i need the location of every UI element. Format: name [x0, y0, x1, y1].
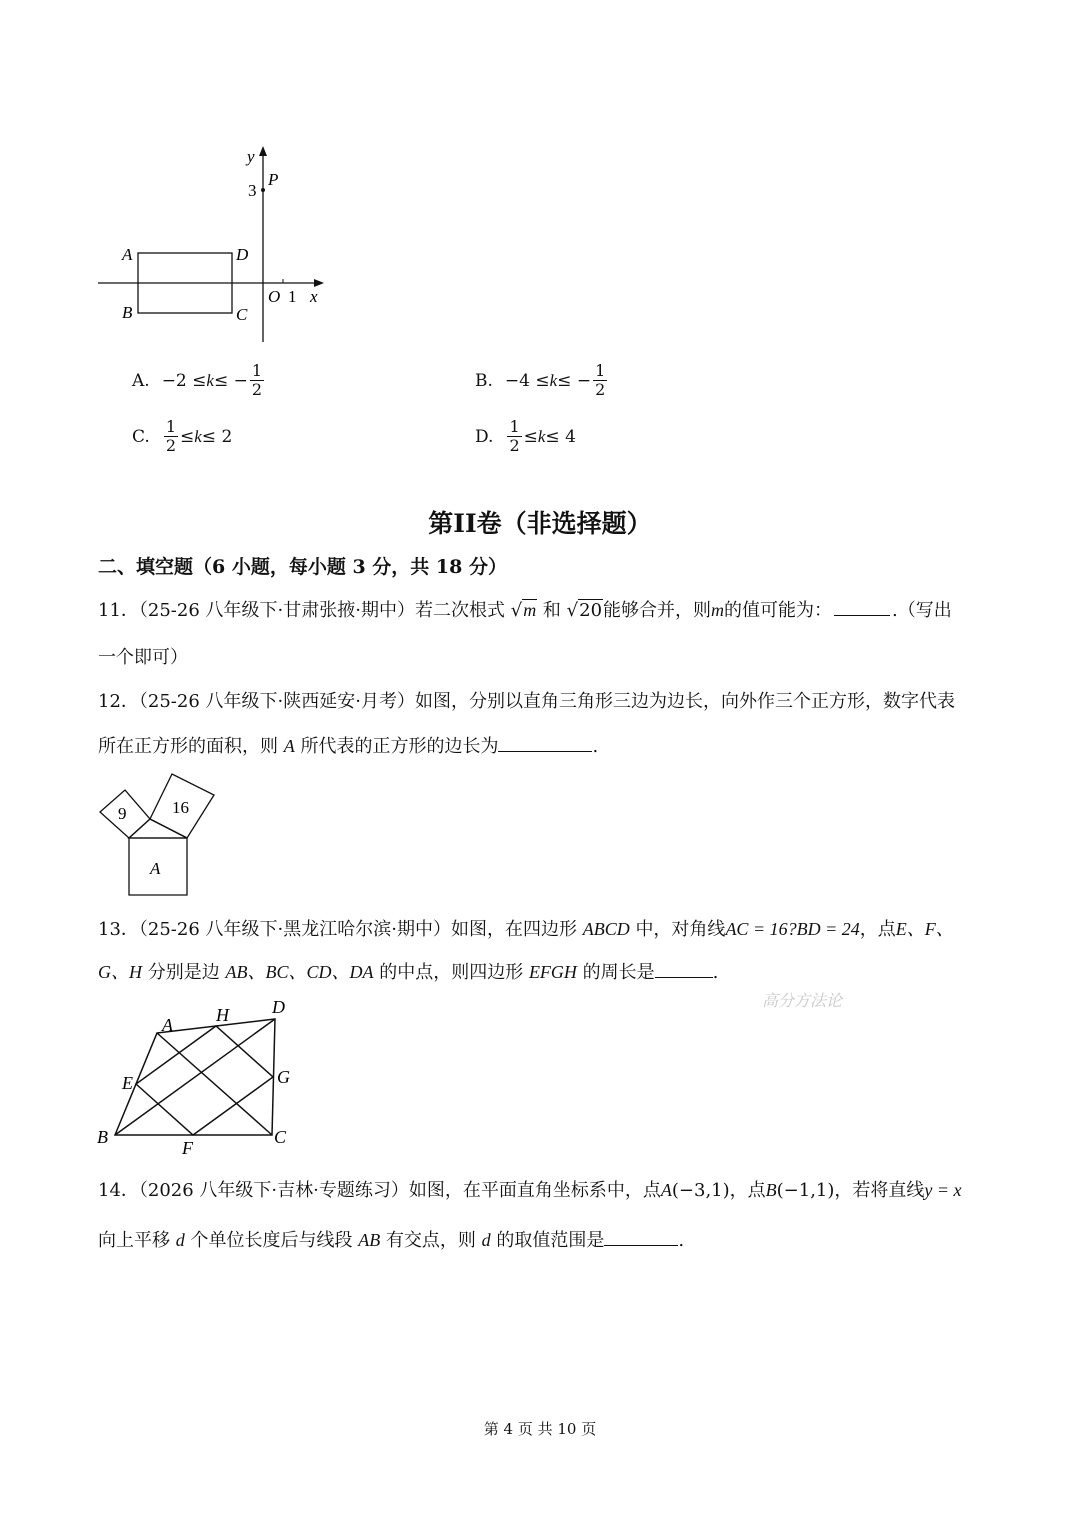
q11-rad-m: m	[523, 600, 537, 620]
option-c-den: 2	[165, 436, 176, 455]
option-b-label: B.	[475, 370, 493, 391]
option-d-label: D.	[475, 426, 494, 447]
q14-var-d2: d	[481, 1230, 491, 1250]
q13-line2-b: 分别是边	[147, 962, 220, 983]
q14-number: 14．	[98, 1180, 139, 1201]
option-a-label: A.	[132, 370, 150, 391]
q13-line1-a: 如图，在四边形	[450, 919, 577, 940]
part-heading: 二、填空题（6 小题，每小题 3 分，共 18 分）	[98, 556, 507, 578]
question-11-line1	[98, 597, 952, 623]
option-d-num: 1	[509, 417, 520, 436]
q13-label-c: C	[274, 1127, 287, 1147]
watermark: 高分方法论	[762, 991, 843, 1010]
option-c-num: 1	[165, 417, 176, 436]
option-d-var: k	[537, 426, 546, 446]
q13-answer-blank[interactable]	[655, 959, 713, 978]
option-a-var: k	[206, 370, 214, 390]
q14-line2-end: .	[678, 1230, 685, 1251]
q12-number: 12．	[98, 691, 139, 712]
option-d-fraction	[507, 418, 521, 455]
q12-label-9: 9	[118, 804, 127, 823]
q14-coord-a: (−3,1)	[671, 1180, 730, 1201]
q13-source: （25-26 八年级下·黑龙江哈尔滨·期中）	[138, 919, 451, 940]
q13-quad: ABCD	[582, 919, 630, 939]
q13-equation: AC = 16?BD = 24	[725, 919, 860, 939]
q12-line1-text: 如图，分别以直角三角形三边为边长，向外作三个正方形，数字代表	[414, 691, 955, 712]
q12-squares-figure	[92, 768, 222, 903]
q13-points-gh: G、H	[98, 962, 142, 982]
q12-line2-end: .	[592, 736, 599, 757]
q10-coordinate-figure	[90, 140, 340, 350]
question-13-line2	[98, 959, 718, 985]
label-c: C	[236, 305, 248, 324]
q14-equation: y = x	[924, 1180, 962, 1200]
q13-line1-c: ，点	[859, 919, 896, 940]
q14-coord-b: (−1,1)	[776, 1180, 835, 1201]
question-14-line1	[98, 1178, 962, 1203]
origin-label: O	[268, 287, 281, 306]
q14-line2-c: 有交点，则	[385, 1230, 476, 1251]
label-b: B	[122, 303, 133, 322]
option-b-mid: ≤ −	[557, 370, 592, 391]
point-p-label: P	[268, 170, 279, 189]
option-c	[132, 418, 232, 455]
q13-number: 13．	[98, 919, 139, 940]
q12-label-a: A	[150, 859, 161, 878]
y-axis-label: y	[247, 147, 255, 166]
option-a	[132, 362, 266, 399]
question-12-line1	[98, 690, 955, 714]
option-a-left: −2 ≤	[161, 370, 207, 391]
option-a-num: 1	[251, 361, 263, 380]
q11-sqrt-20: √20	[566, 600, 603, 621]
q11-answer-blank[interactable]	[834, 597, 890, 616]
q13-quadrilateral-figure	[92, 995, 332, 1160]
q11-sqrt-m: √m	[510, 600, 537, 621]
q11-var-m: m	[711, 600, 725, 620]
q14-source: （2026 八年级下·吉林·专题练习）	[138, 1180, 409, 1201]
q14-line1-a: 如图，在平面直角坐标系中，点	[408, 1180, 661, 1201]
q11-text-e: .（写出	[892, 600, 952, 621]
x-tick-1: 1	[288, 287, 297, 306]
option-d	[475, 418, 576, 455]
q14-line2-d: 的取值范围是	[496, 1230, 605, 1251]
q12-line2-b: 所代表的正方形的边长为	[300, 736, 499, 757]
option-c-mid: ≤	[180, 426, 195, 447]
q13-line2-end: .	[712, 962, 719, 983]
y-tick-3: 3	[248, 181, 257, 200]
option-c-var: k	[194, 426, 202, 446]
q14-point-a: A	[660, 1180, 672, 1200]
q13-sides: AB、BC、CD、DA	[225, 962, 374, 982]
option-c-right: ≤ 2	[201, 426, 233, 447]
q14-line1-c: ，若将直线	[834, 1180, 925, 1201]
q14-answer-blank[interactable]	[604, 1227, 678, 1246]
q12-line2-a: 所在正方形的面积，则	[98, 736, 278, 757]
option-b-left: −4 ≤	[504, 370, 550, 391]
label-a: A	[122, 245, 133, 264]
q12-source: （25-26 八年级下·陕西延安·月考）	[138, 691, 415, 712]
q12-answer-blank[interactable]	[498, 733, 592, 752]
q11-text-c: 能够合并，则	[603, 600, 712, 621]
q13-label-f: F	[182, 1138, 193, 1158]
option-b-fraction	[593, 362, 607, 399]
label-d: D	[236, 245, 249, 264]
q13-label-d: D	[272, 997, 285, 1017]
question-14-line2	[98, 1227, 684, 1253]
q13-label-b: B	[97, 1127, 108, 1147]
q13-label-e: E	[122, 1073, 133, 1093]
q13-label-g: G	[277, 1067, 290, 1087]
q12-label-16: 16	[172, 798, 189, 817]
question-13-line1	[98, 917, 954, 942]
option-b-var: k	[549, 370, 558, 390]
option-a-den: 2	[251, 380, 263, 399]
x-axis-label: x	[310, 287, 318, 306]
option-c-fraction	[164, 418, 178, 455]
q12-var-a: A	[283, 736, 295, 756]
q13-label-a: A	[162, 1015, 173, 1035]
option-b-num: 1	[595, 361, 606, 380]
q13-efgh: EFGH	[528, 962, 577, 982]
q13-line2-c: 的中点，则四边形	[379, 962, 524, 983]
q14-point-b: B	[765, 1180, 777, 1200]
q13-points-ef: E、F、	[895, 919, 954, 939]
q13-line1-b: 中，对角线	[635, 919, 726, 940]
q13-line2-d: 的周长是	[582, 962, 655, 983]
page-footer: 第 4 页 共 10 页	[483, 1420, 597, 1438]
q14-segment-ab: AB	[358, 1230, 381, 1250]
option-b	[475, 362, 609, 399]
section-title: 第II卷（非选择题）	[428, 509, 652, 538]
q11-rad-20: 20	[579, 600, 603, 621]
question-11-line2: 一个即可）	[98, 647, 188, 668]
q14-line1-b: ，点	[729, 1180, 766, 1201]
q11-source: （25-26 八年级下·甘肃张掖·期中）	[138, 600, 415, 621]
option-d-right: ≤ 4	[545, 426, 576, 447]
option-c-label: C.	[132, 426, 150, 447]
option-d-mid: ≤	[523, 426, 538, 447]
q14-var-d1: d	[175, 1230, 185, 1250]
q14-line2-b: 个单位长度后与线段	[190, 1230, 353, 1251]
option-b-den: 2	[595, 380, 606, 399]
option-a-fraction	[250, 362, 264, 399]
option-d-den: 2	[509, 436, 520, 455]
q11-number: 11．	[98, 600, 139, 621]
q11-text-a: 若二次根式	[414, 600, 505, 621]
q14-line2-a: 向上平移	[98, 1230, 170, 1251]
q11-text-d: 的值可能为：	[724, 600, 833, 621]
q13-label-h: H	[216, 1005, 229, 1025]
question-12-line2	[98, 733, 598, 759]
q11-text-b: 和	[542, 600, 561, 621]
option-a-mid: ≤ −	[213, 370, 248, 391]
